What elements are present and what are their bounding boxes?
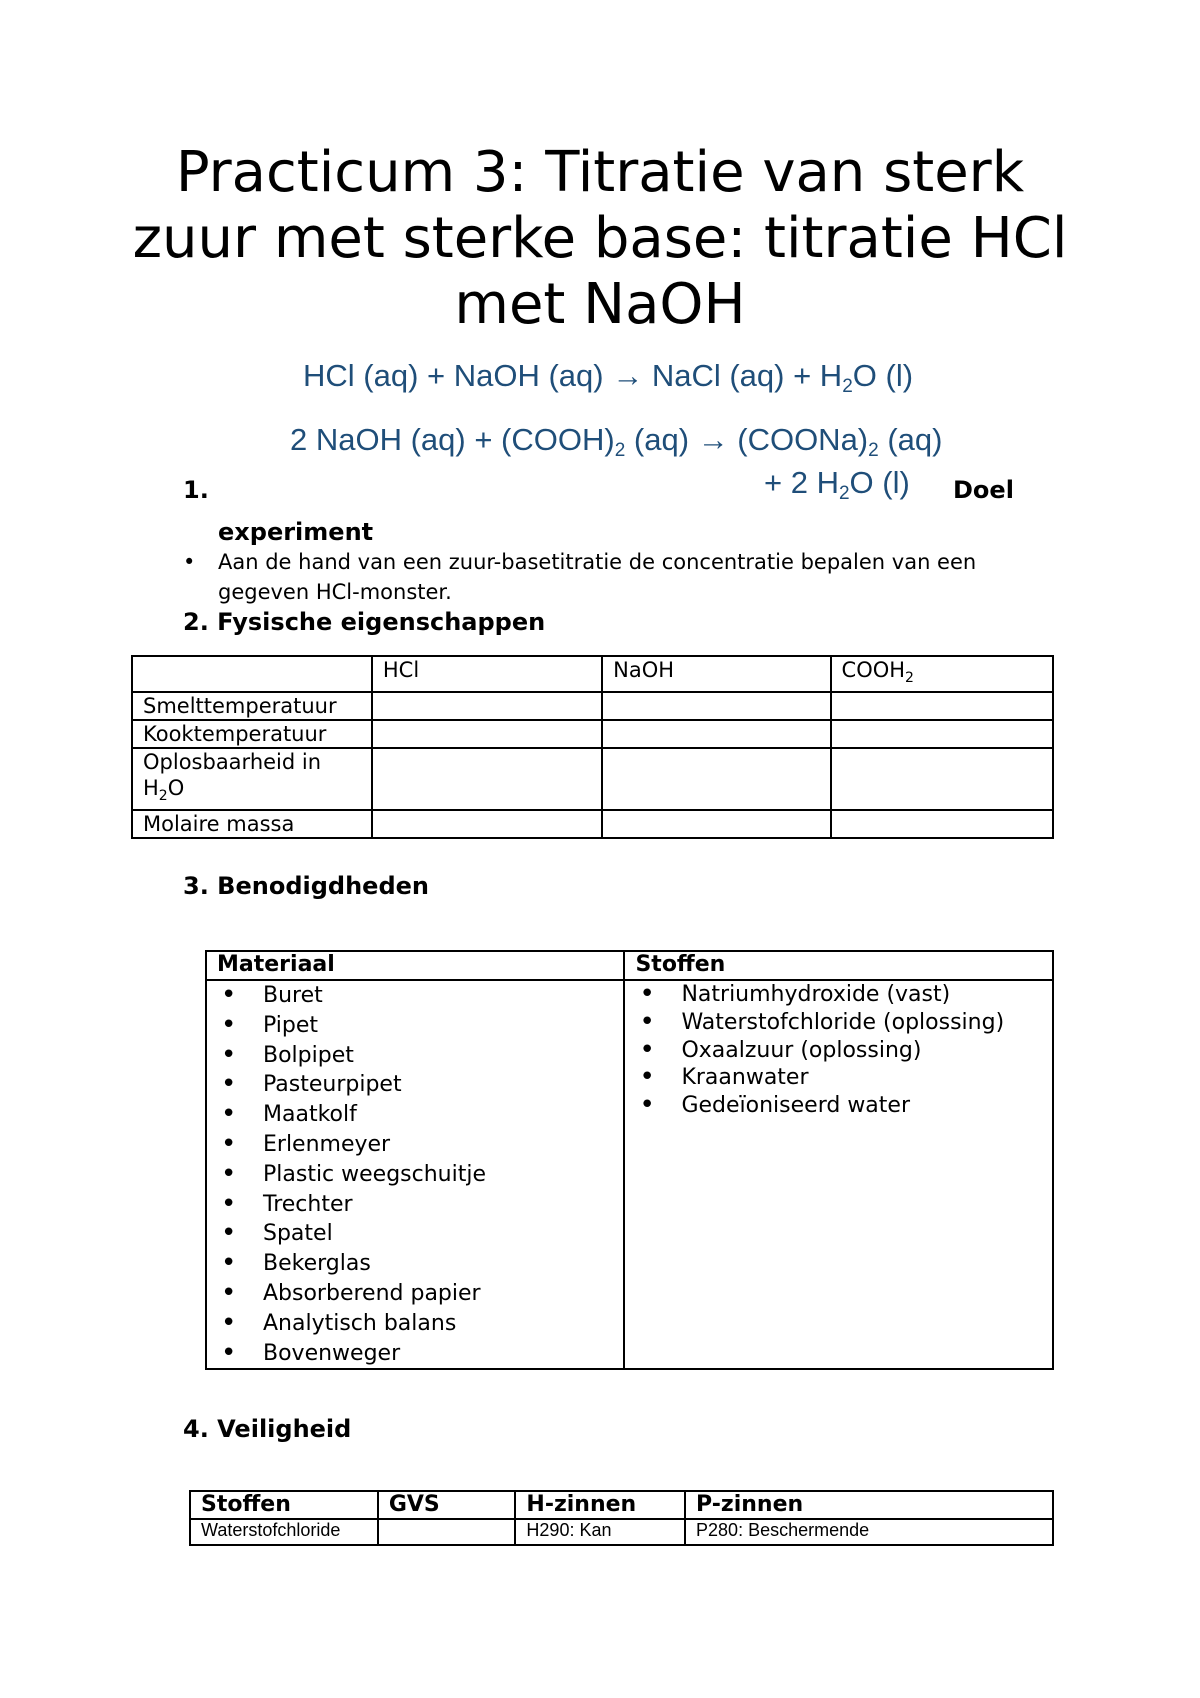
list-item: • Buret <box>263 981 613 1011</box>
row-label: Smelttemperatuur <box>132 692 372 720</box>
list-item: • Kraanwater <box>681 1064 1042 1092</box>
list-item: • Waterstofchloride (oplossing) <box>681 1009 1042 1037</box>
section-1-number: 1. <box>183 476 209 504</box>
header-stoffen: Stoffen <box>624 951 1053 980</box>
row-label: Kooktemperatuur <box>132 720 372 748</box>
section-1-title-experiment: experiment <box>218 518 374 546</box>
equation-naoh-oxalic: 2 NaOH $(aq) + (COOH)_2$ $(aq) \to (COONa)_2$ (aq) <box>290 422 943 461</box>
table-row <box>132 810 1053 838</box>
list-item: • Natriumhydroxide (vast) <box>681 981 1042 1009</box>
section-2-heading: 2. Fysische eigenschappen <box>183 608 546 636</box>
title-line-3: met NaOH <box>454 272 746 337</box>
cell-gvs <box>378 1519 516 1545</box>
table-header-row <box>132 656 1053 692</box>
section-1-title-doel: Doel <box>953 476 1014 504</box>
header-h-zinnen: H-zinnen <box>515 1491 685 1519</box>
cell-h-zinnen: H290: Kan <box>515 1519 685 1545</box>
list-item: • Gedeïoniseerd water <box>681 1092 1042 1120</box>
section-4-heading: 4. Veiligheid <box>183 1415 352 1443</box>
header-stoffen: Stoffen <box>190 1491 378 1519</box>
section-1-bullet-line-1: Aan de hand van een zuur-basetitratie de concentratie bepalen van een <box>218 550 977 574</box>
equation-naoh-oxalic-continued: + 2 $H_2O$ (l) <box>764 465 910 504</box>
bullet-icon: • <box>183 550 196 574</box>
list-item: • Plastic weegschuitje <box>263 1160 613 1190</box>
cell-p-zinnen: P280: Beschermende <box>685 1519 1053 1545</box>
table-header-row <box>190 1491 1053 1519</box>
header-p-zinnen: P-zinnen <box>685 1491 1053 1519</box>
header-hcl: HCl <box>372 656 602 692</box>
substances-cell <box>624 980 1053 1369</box>
table-row <box>132 748 1053 810</box>
section-1-bullet-line-2: gegeven HCl-monster. <box>218 580 452 604</box>
title-line-2: zuur met sterke base: titratie HCl <box>132 206 1068 271</box>
table-row <box>132 720 1053 748</box>
table-row <box>190 1519 1053 1545</box>
table-header-row <box>206 951 1053 980</box>
materials-cell <box>206 980 624 1369</box>
materials-list <box>217 981 613 1368</box>
row-label: Oplosbaarheid in $H_2O$ <box>132 748 372 810</box>
physical-properties-table <box>131 655 1054 839</box>
equation-hcl-naoh: HCl (aq) + NaOH (aq) → NaCl $(aq) + H_2O$ (l) <box>303 358 914 397</box>
table-row <box>132 692 1053 720</box>
substances-list <box>635 981 1042 1120</box>
list-item: • Oxaalzuur (oplossing) <box>681 1037 1042 1065</box>
list-item: • Bekerglas <box>263 1249 613 1279</box>
header-cooh: $COOH_2$ <box>831 656 1053 692</box>
header-empty <box>132 656 372 692</box>
list-item: • Pipet <box>263 1011 613 1041</box>
list-item: • Erlenmeyer <box>263 1130 613 1160</box>
list-item: • Absorberend papier <box>263 1279 613 1309</box>
list-item: • Maatkolf <box>263 1100 613 1130</box>
cell-substance: Waterstofchloride <box>190 1519 378 1545</box>
list-item: • Pasteurpipet <box>263 1070 613 1100</box>
header-materiaal: Materiaal <box>206 951 624 980</box>
materials-table <box>205 950 1054 1370</box>
header-naoh: NaOH <box>602 656 830 692</box>
list-item: • Bovenweger <box>263 1339 613 1369</box>
page-title <box>100 140 1100 338</box>
title-line-1: Practicum 3: Titratie van sterk <box>175 140 1025 205</box>
row-label: Molaire massa <box>132 810 372 838</box>
section-3-heading: 3. Benodigdheden <box>183 872 429 900</box>
list-item: • Spatel <box>263 1219 613 1249</box>
list-item: • Analytisch balans <box>263 1309 613 1339</box>
header-gvs: GVS <box>378 1491 516 1519</box>
list-item: • Bolpipet <box>263 1041 613 1071</box>
list-item: • Trechter <box>263 1190 613 1220</box>
safety-table <box>189 1490 1054 1546</box>
